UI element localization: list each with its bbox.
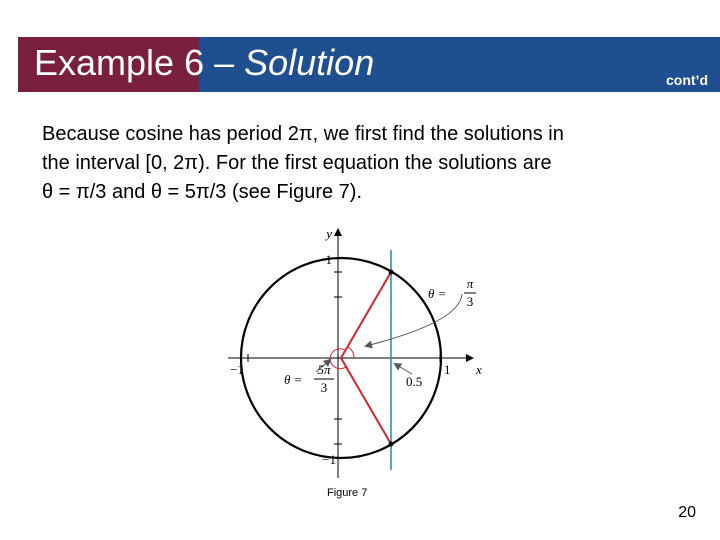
body-line-1: Because cosine has period 2π, we first find the solutions in [42, 123, 564, 145]
x-label-1: 1 [444, 362, 451, 377]
pointer-theta1 [366, 294, 462, 346]
ray-pi-over-3 [341, 272, 391, 358]
body-line-2: the interval [0, 2π). For the first equation the solutions are [42, 152, 552, 174]
unit-circle-figure [228, 222, 488, 480]
body-text [42, 120, 682, 207]
title-main: Example 6 – [34, 42, 235, 83]
angle-arc-small [348, 347, 354, 358]
figure-caption: Figure 7 [327, 487, 368, 499]
ray-5pi-over-3 [341, 358, 391, 444]
theta1-num: π [466, 276, 474, 291]
continued-label: cont’d [666, 72, 708, 88]
y-label-1: 1 [325, 252, 332, 267]
body-line-3: θ = π/3 and θ = 5π/3 (see Figure 7). [42, 181, 362, 203]
theta1-lhs: θ = [428, 286, 447, 301]
page-number: 20 [678, 504, 696, 521]
y-axis-label: y [326, 226, 332, 241]
theta2-num: 5π [317, 362, 331, 377]
point-top [389, 270, 394, 275]
x-axis-label: x [476, 362, 482, 377]
pointer-half [395, 364, 412, 374]
x-label-minus1: −1 [230, 362, 244, 377]
title-italic: Solution [244, 42, 375, 83]
theta1-den: 3 [466, 294, 474, 309]
x-label-half: 0.5 [406, 374, 423, 389]
theta2-den: 3 [320, 380, 328, 395]
y-label-minus1: −1 [322, 452, 336, 467]
theta2-lhs: θ = [284, 372, 303, 387]
title-bar [18, 37, 720, 92]
slide-title [34, 43, 374, 83]
point-bottom [389, 442, 394, 447]
